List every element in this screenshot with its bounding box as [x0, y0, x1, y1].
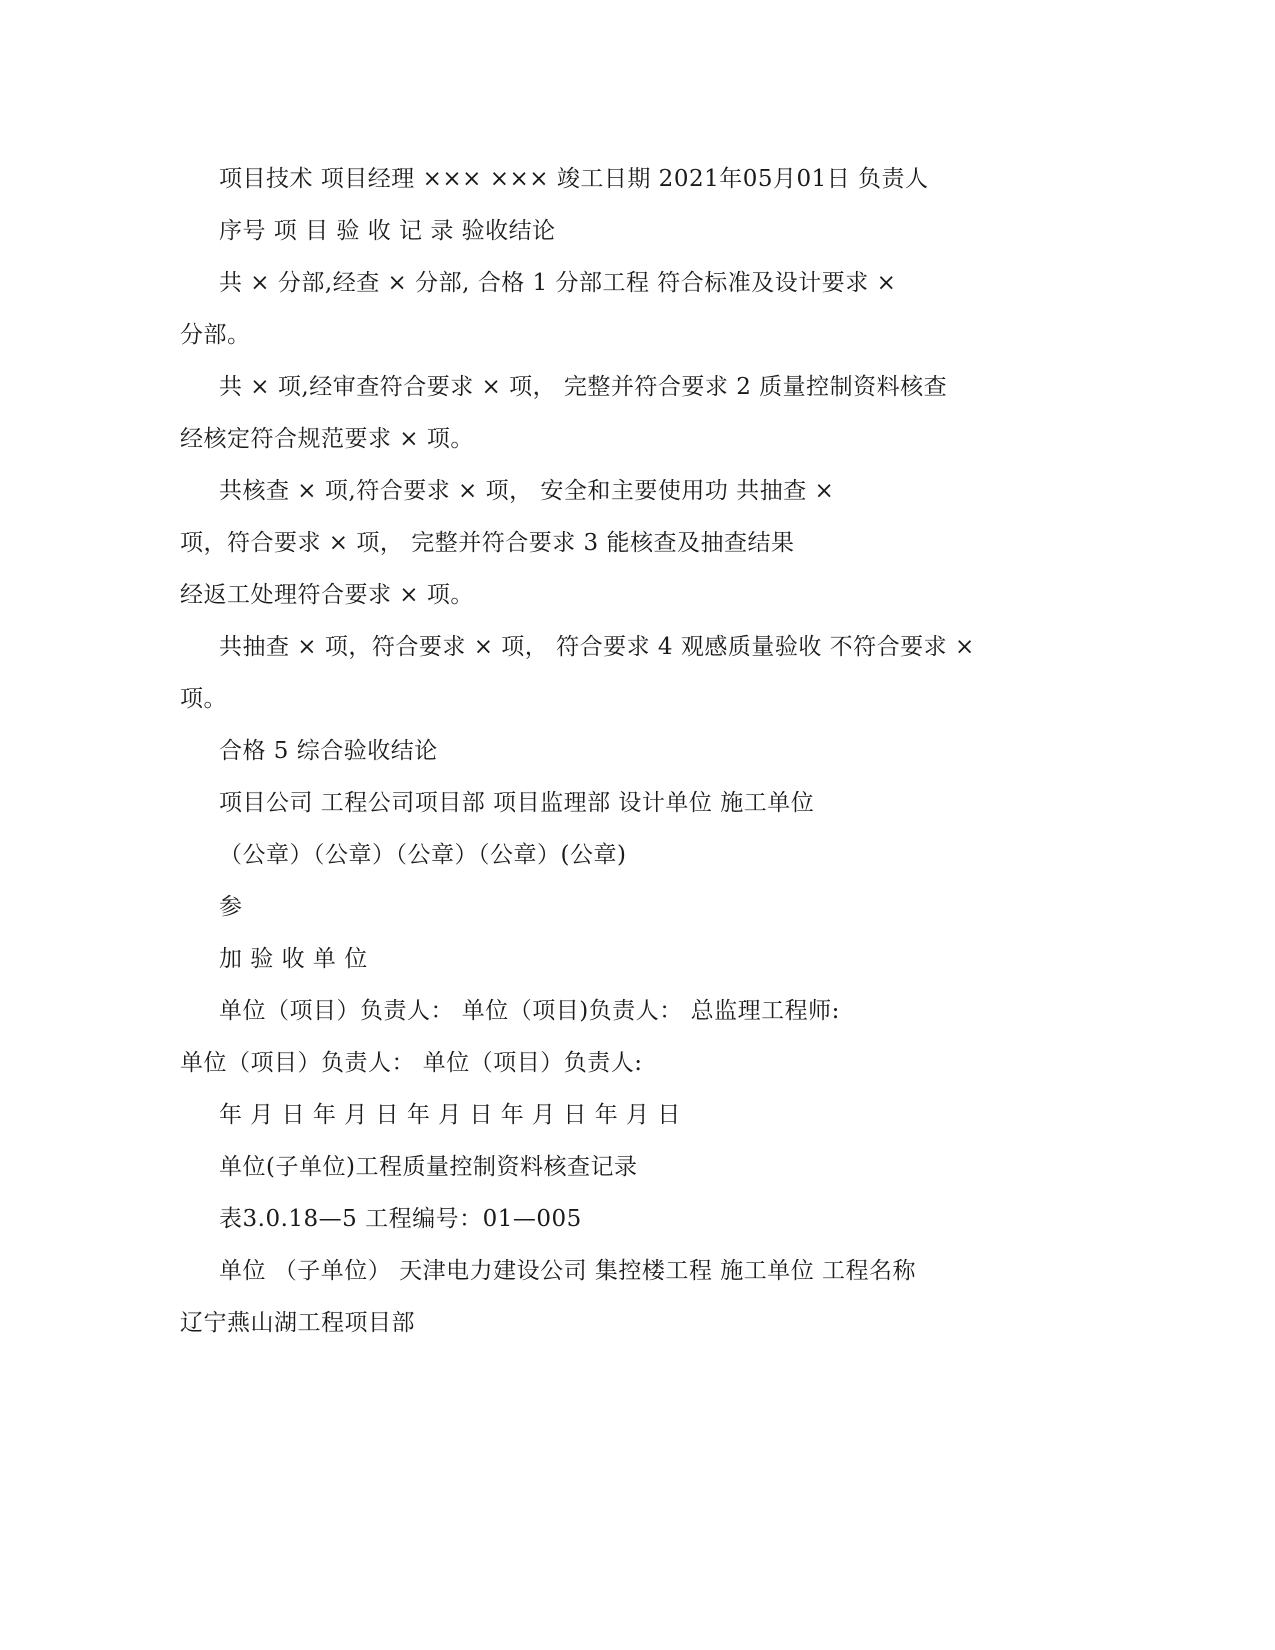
- text-line: 项，符合要求 × 项， 完整并符合要求 3 能核查及抽查结果: [180, 530, 795, 556]
- text-line: 项。: [180, 686, 227, 712]
- text-line: 项目技术 项目经理 ××× ××× 竣工日期 2021年05月01日 负责人: [219, 166, 929, 192]
- text-line: 年 月 日 年 月 日 年 月 日 年 月 日 年 月 日: [219, 1102, 681, 1128]
- text-line: 参: [219, 894, 243, 920]
- text-line: 单位（项目）负责人： 单位（项目)负责人： 总监理工程师:: [219, 998, 840, 1024]
- text-line: 单位(子单位)工程质量控制资料核查记录: [219, 1154, 638, 1180]
- text-line: 分部。: [180, 322, 251, 348]
- text-line: 单位 （子单位） 天津电力建设公司 集控楼工程 施工单位 工程名称: [219, 1258, 917, 1284]
- text-line: 共 × 项,经审查符合要求 × 项， 完整并符合要求 2 质量控制资料核查: [219, 374, 948, 400]
- text-line: 经返工处理符合要求 × 项。: [180, 582, 474, 608]
- text-line: 表3.0.18—5 工程编号：01—005: [219, 1206, 582, 1232]
- text-line: 共 × 分部,经查 × 分部, 合格 1 分部工程 符合标准及设计要求 ×: [219, 270, 897, 296]
- text-line: 共核查 × 项,符合要求 × 项， 安全和主要使用功 共抽查 ×: [219, 478, 835, 504]
- text-line: 加 验 收 单 位: [219, 946, 368, 972]
- text-line: 合格 5 综合验收结论: [219, 738, 438, 764]
- text-line: 辽宁燕山湖工程项目部: [180, 1310, 415, 1336]
- text-line: 共抽查 × 项，符合要求 × 项， 符合要求 4 观感质量验收 不符合要求 ×: [219, 634, 975, 660]
- text-line: 经核定符合规范要求 × 项。: [180, 426, 474, 452]
- text-line: 序号 项 目 验 收 记 录 验收结论: [219, 218, 556, 244]
- text-line: 项目公司 工程公司项目部 项目监理部 设计单位 施工单位: [219, 790, 815, 816]
- text-line: （公章）（公章）（公章）（公章）(公章): [219, 842, 627, 868]
- text-line: 单位（项目）负责人： 单位（项目）负责人:: [180, 1050, 643, 1076]
